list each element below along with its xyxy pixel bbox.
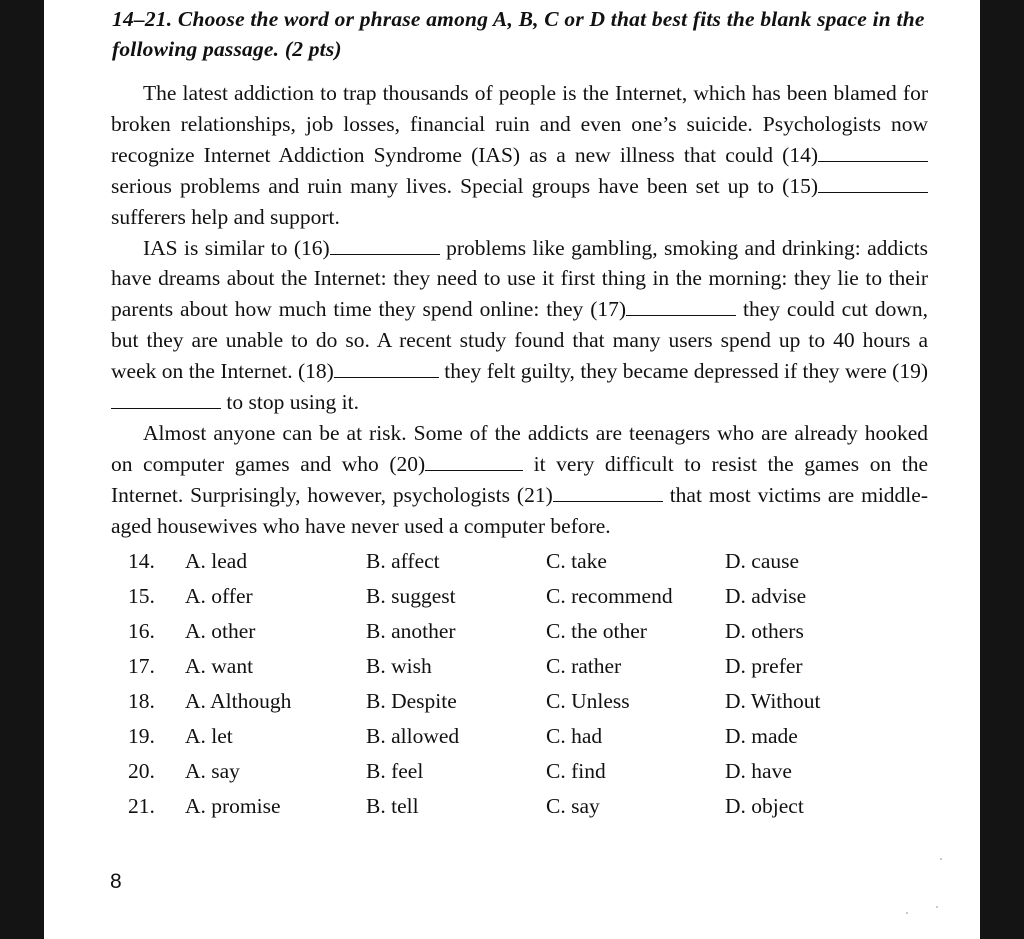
question-number: 18.: [128, 689, 155, 713]
document-page: [44, 0, 980, 939]
question-number: 21.: [128, 794, 155, 818]
option-d: D. made: [725, 724, 798, 748]
option-d: D. others: [725, 619, 804, 643]
blank-19: [111, 388, 221, 409]
option-b: B. allowed: [366, 724, 460, 748]
option-d: D. advise: [725, 584, 807, 608]
option-d: D. have: [725, 759, 792, 783]
option-b: B. wish: [366, 654, 432, 678]
passage-paragraph-2: [111, 233, 928, 418]
passage-text: serious problems and ruin many lives. Special groups have been set up to (15): [111, 173, 818, 198]
question-row: [128, 579, 848, 614]
option-d: D. object: [725, 794, 804, 818]
option-c: C. had: [546, 724, 603, 748]
option-b: B. Despite: [366, 689, 457, 713]
question-row: [128, 684, 848, 719]
passage-text: The latest addiction to trap thousands of people is the Internet, which has been blamed for broken relationships, job losses, financial ruin and even one’s suicide. Psychologists now recognize Internet Addiction Syndrome (IAS) as a new illness that could (14): [111, 81, 928, 167]
scan-speck: [936, 906, 938, 908]
passage-text: problems like gambling, smoking and drinking: addicts have dreams about the Internet: they need to use it first thing in the morning: they lie to their parents about how much time they spend online: they (17): [111, 235, 928, 322]
option-a: A. lead: [185, 549, 248, 573]
option-b: B. affect: [366, 549, 440, 573]
blank-20: [425, 450, 523, 471]
passage-text: it very difficult to resist the games on the Internet. Surprisingly, however, psychologists (21): [111, 451, 928, 507]
question-row: [128, 614, 848, 649]
question-number: 20.: [128, 759, 155, 783]
question-number: 17.: [128, 654, 155, 678]
option-d: D. prefer: [725, 654, 803, 678]
question-row: [128, 544, 848, 579]
question-row: [128, 789, 848, 824]
option-d: D. cause: [725, 549, 800, 573]
passage-text: that most victims are middle-aged housewives who have never used a computer before.: [111, 482, 928, 538]
option-a: A. let: [185, 724, 233, 748]
option-a: A. Although: [185, 689, 292, 713]
passage-paragraph-1: [111, 78, 928, 233]
option-b: B. tell: [366, 794, 419, 818]
question-number: 16.: [128, 619, 155, 643]
passage-text: IAS is similar to (16): [143, 235, 330, 260]
blank-18: [334, 357, 439, 378]
option-a: A. offer: [185, 584, 253, 608]
option-c: C. recommend: [546, 584, 673, 608]
question-row: [128, 719, 848, 754]
blank-21: [553, 481, 663, 502]
option-b: B. suggest: [366, 584, 456, 608]
passage-text: to stop using it.: [221, 390, 359, 415]
passage-text: they felt guilty, they became depressed if they were (19): [438, 359, 928, 384]
scan-speck: [940, 858, 942, 860]
exercise-title: 14–21. Choose the word or phrase among A, B, C or D that best fits the blank space in the following passage. (2 pts): [112, 7, 925, 61]
option-a: A. promise: [185, 794, 281, 818]
page-number: 8: [110, 870, 122, 893]
blank-17: [626, 295, 736, 316]
passage-paragraph-3: [111, 418, 928, 542]
page-left-shadow: [0, 0, 44, 939]
question-number: 15.: [128, 584, 155, 608]
question-row: [128, 754, 848, 789]
page-right-shadow: [980, 0, 1024, 939]
option-b: B. feel: [366, 759, 424, 783]
blank-14: [818, 141, 928, 162]
option-c: C. the other: [546, 619, 647, 643]
reading-passage: [111, 78, 928, 542]
option-a: A. other: [185, 619, 256, 643]
option-a: A. want: [185, 654, 254, 678]
option-a: A. say: [185, 759, 240, 783]
option-c: C. find: [546, 759, 606, 783]
question-number: 14.: [128, 549, 155, 573]
option-c: C. take: [546, 549, 607, 573]
passage-text: sufferers help and support.: [111, 204, 340, 229]
blank-15: [818, 172, 928, 193]
blank-16: [330, 234, 440, 255]
option-d: D. Without: [725, 689, 821, 713]
question-number: 19.: [128, 724, 155, 748]
passage-text: Almost anyone can be at risk. Some of the addicts are teenagers who are already hooked on computer games and who (20): [111, 420, 928, 476]
passage-text: they could cut down, but they are unable to do so. A recent study found that many users spend up to 40 hours a week on the Internet. (18): [111, 297, 928, 384]
question-row: [128, 649, 848, 684]
option-c: C. say: [546, 794, 600, 818]
answer-choices: [128, 544, 848, 824]
option-c: C. Unless: [546, 689, 630, 713]
scan-speck: [906, 912, 908, 914]
option-c: C. rather: [546, 654, 622, 678]
option-b: B. another: [366, 619, 456, 643]
